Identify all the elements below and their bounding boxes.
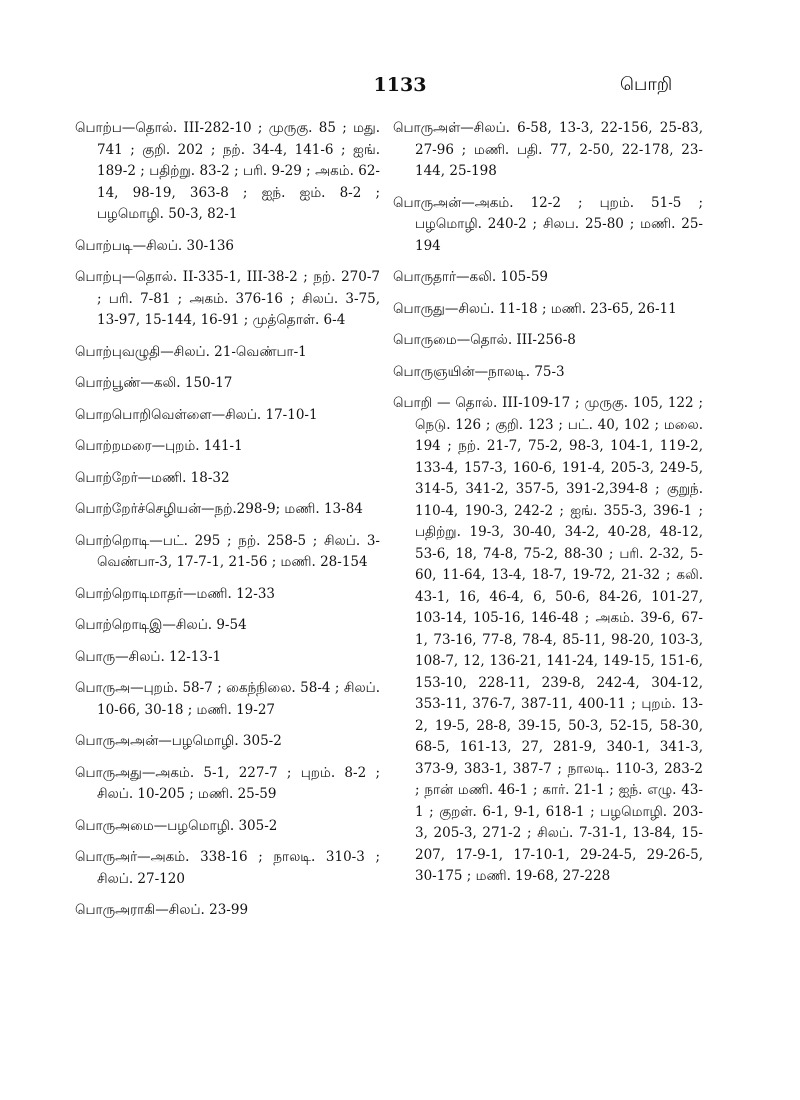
index-entry: பொருஅன்—அகம். 12-2 ; புறம். 51-5 ; பழமொழி. 240-2 ; சிலப. 25-80 ; மணி. 25-194 bbox=[393, 194, 703, 254]
index-entry: பொருமை—தொல். III-256-8 bbox=[393, 332, 576, 348]
right-column bbox=[393, 118, 703, 898]
index-entry: பொற்றொடி—பட். 295 ; நற். 258-5 ; சிலப். 3-வெண்பா-3, 17-7-1, 21-56 ; மணி. 28-154 bbox=[75, 532, 380, 570]
index-entry: பொறி — தொல். III-109-17 ; முருகு. 105, 122 ; நெடு. 126 ; குறி. 123 ; பட். 40, 102 ; மலை. 194 ; நற். 21-7, 75-2, 98-3, 104-1, 119-2, 133-4, 157-3, 160-6, 191-4, 205-3, 249-5, 314-5, 341-2, 357-5, 391-2,394-8 ; குறுந். 110-4, 190-3, 242-2 ; ஐங். 355-3, 396-1 ; பதிற்று. 19-3, 30-40, 34-2, 40-28, 48-12, 53-6, 18, 74-8, 75-2, 88-30 ; பரி. 2-32, 5-60, 11-64, 13-4, 18-7, 19-72, 21-32 ; கலி. 43-1, 16, 46-4, 6, 50-6, 84-26, 101-27, 103-14, 105-16, 146-48 ; அகம். 39-6, 67-1, 73-16, 77-8, 78-4, 85-11, 98-20, 103-3, 108-7, 12, 136-21, 141-24, 149-15, 151-6, 153-10, 228-11, 239-8, 242-4, 304-12, 353-11, 376-7, 387-11, 400-11 ; புறம். 13-2, 19-5, 28-8, 39-15, 50-3, 52-15, 58-30, 68-5, 161-13, 27, 281-9, 340-1, 341-3, 373-9, 383-1, 387-7 ; நாலடி. 110-3, 283-2 ; நான் மணி. 46-1 ; கார். 21-1 ; ஐந். எழு. 43-1 ; குறள். 6-1, 9-1, 618-1 ; பழமொழி. 203-3, 205-3, 271-2 ; சிலப். 7-31-1, 13-84, 15-207, 17-9-1, 17-10-1, 29-24-5, 29-26-5, 30-175 ; மணி. 19-68, 27-228 bbox=[393, 395, 703, 884]
index-entry: பொருஅது—அகம். 5-1, 227-7 ; புறம். 8-2 ; சிலப். 10-205 ; மணி. 25-59 bbox=[75, 764, 380, 802]
index-entry: பொற்பூண்—கலி. 150-17 bbox=[75, 375, 233, 391]
index-entry: பொருஅ—புறம். 58-7 ; கைந்நிலை. 58-4 ; சிலப். 10-66, 30-18 ; மணி. 19-27 bbox=[75, 680, 380, 718]
index-entry: பொற்றேர்—மணி. 18-32 bbox=[75, 469, 230, 486]
index-entry: பொற்றொடிமாதர்—மணி. 12-33 bbox=[75, 585, 275, 602]
index-entry: பொற்பு—தொல். II-335-1, III-38-2 ; நற். 270-7 ; பரி. 7-81 ; அகம். 376-16 ; சிலப். 3-75, 13-97, 15-144, 16-91 ; முத்தொள். 6-4 bbox=[75, 269, 380, 328]
index-entry: பொற்ப—தொல். III-282-10 ; முருகு. 85 ; மது. 741 ; குறி. 202 ; நற். 34-4, 141-6 ; ஐங். 189-2 ; பதிற்று. 83-2 ; பரி. 9-29 ; அகம். 62-14, 98-19, 363-8 ; ஐந். ஐம். 8-2 ; பழமொழி. 50-3, 82-1 bbox=[75, 120, 380, 222]
index-entry: பொற்படி—சிலப். 30-136 bbox=[75, 237, 235, 254]
index-entry: பொற்றேர்ச்செழியன்—நற்.298-9; மணி. 13-84 bbox=[75, 501, 363, 517]
index-entry: பொரு—சிலப். 12-13-1 bbox=[75, 648, 222, 665]
index-entry: பொற்றமரை—புறம். 141-1 bbox=[75, 438, 243, 454]
index-entry: பொறபொறிவெள்ளை—சிலப். 17-10-1 bbox=[75, 406, 318, 423]
index-entry: பொருது—சிலப். 11-18 ; மணி. 23-65, 26-11 bbox=[393, 300, 677, 317]
index-entry: பொற்புவழுதி—சிலப். 21-வெண்பா-1 bbox=[75, 343, 307, 360]
index-entry: பொருஅமை—பழமொழி. 305-2 bbox=[75, 817, 278, 834]
index-entry: பொருஅள்—சிலப். 6-58, 13-3, 22-156, 25-83, 27-96 ; மணி. பதி. 77, 2-50, 22-178, 23-144, 25-198 bbox=[393, 120, 703, 179]
index-entry: பொற்றொடிஇ—சிலப். 9-54 bbox=[75, 617, 247, 633]
index-entry: பொருஅர்—அகம். 338-16 ; நாலடி. 310-3 ; சிலப். 27-120 bbox=[75, 849, 380, 887]
index-entry: பொருஅஅன்—பழமொழி. 305-2 bbox=[75, 733, 282, 749]
left-column bbox=[75, 118, 380, 932]
page-number: 1133 bbox=[373, 74, 427, 96]
index-entry: பொருதார்—கலி. 105-59 bbox=[393, 269, 548, 285]
index-entry: பொருஞயின்—நாலடி. 75-3 bbox=[393, 363, 565, 380]
index-entry: பொருஅராகி—சிலப். 23-99 bbox=[75, 902, 249, 918]
running-head: பொறி bbox=[620, 74, 673, 95]
